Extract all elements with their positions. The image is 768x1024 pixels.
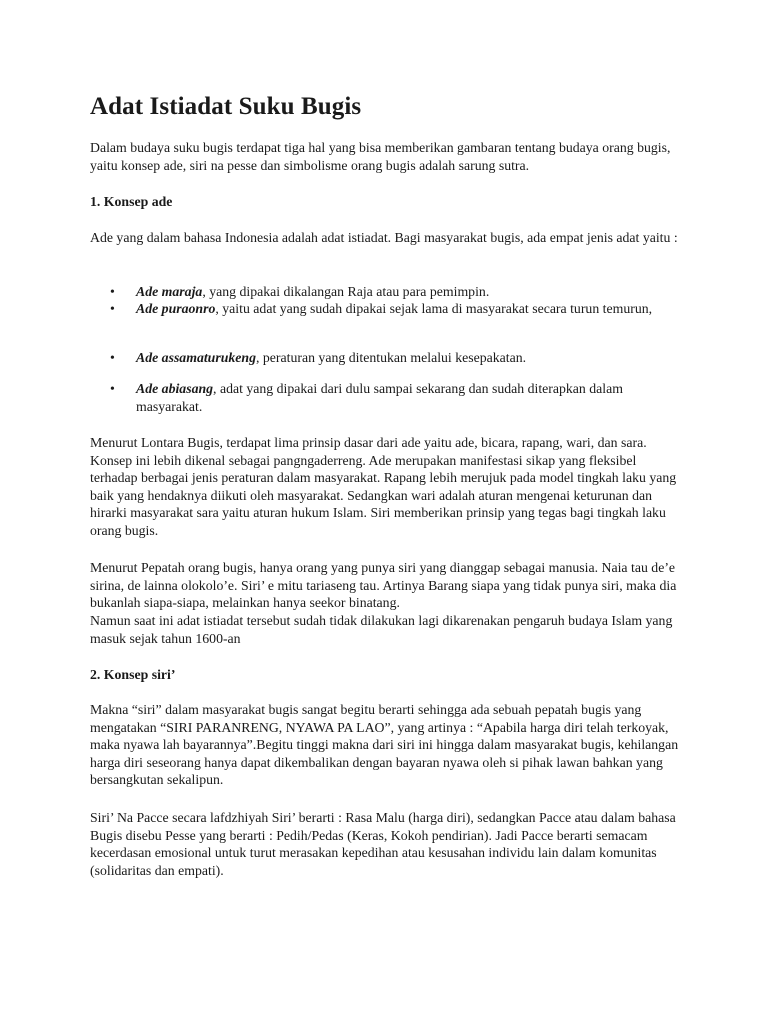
bullet-item-ade-maraja <box>110 283 670 301</box>
bullet-description: , yang dipakai dikalangan Raja atau para pemimpin. <box>202 284 490 299</box>
bullet-text <box>136 349 670 367</box>
bullet-dot-icon: • <box>110 301 115 316</box>
intro-paragraph: Dalam budaya suku bugis terdapat tiga hal yang bisa memberikan gambaran tentang budaya orang bugis, yaitu konsep ade, siri na pesse dan simbolisme orang bugis adalah sarung sutra. <box>90 140 671 173</box>
bullet-item-ade-assamaturukeng <box>110 349 670 367</box>
section-1-paragraph-4: Namun saat ini adat istiadat tersebut sudah tidak dilakukan lagi dikarenakan pengaruh budaya Islam yang masuk sejak tahun 1600-an <box>90 613 673 646</box>
bullet-term: Ade maraja <box>136 284 203 299</box>
bullet-item-ade-puraonro <box>110 300 670 318</box>
bullet-dot-icon: • <box>110 284 115 299</box>
bullet-term: Ade puraonro <box>136 301 216 316</box>
bullet-item-ade-abiasang <box>110 380 670 415</box>
bullet-description: , adat yang dipakai dari dulu sampai sekarang dan sudah diterapkan dalam masyarakat. <box>136 381 623 414</box>
bullet-term: Ade abiasang <box>136 381 214 396</box>
bullet-description: , yaitu adat yang sudah dipakai sejak lama di masyarakat secara turun temurun, <box>215 301 653 316</box>
bullet-dot-icon: • <box>110 381 115 396</box>
bullet-dot-icon: • <box>110 350 115 365</box>
section-1-paragraph-2: Menurut Lontara Bugis, terdapat lima prinsip dasar dari ade yaitu ade, bicara, rapang, wari, dan sara. Konsep ini lebih dikenal sebagai pangngaderreng. Ade merupakan manifestasi sikap yang fleksibel terhadap berbagai jenis peraturan dalam masyarakat. Rapang lebih merujuk pada model tingkah laku yang baik yang hendaknya diikuti oleh masyarakat. Sedangkan wari adalah aturan mengenai keturunan dan hirarki masyarakat sara yaitu aturan hukum Islam. Siri memberikan prinsip yang tegas bagi tingkah laku orang bugis. <box>90 435 677 538</box>
bullet-description: , peraturan yang ditentukan melalui kesepakatan. <box>255 350 527 365</box>
bullet-text <box>136 300 670 318</box>
section-1-paragraph-3: Menurut Pepatah orang bugis, hanya orang yang punya siri yang dianggap sebagai manusia. Naia tau de’e sirina, de lainna olokolo’e. Siri’ e mitu tariaseng tau. Artinya Barang siapa yang tidak punya siri, maka dia bukanlah siapa-siapa, melainkan hanya seekor binatang. <box>90 560 677 610</box>
section-2-paragraph-2: Siri’ Na Pacce secara lafdzhiyah Siri’ berarti : Rasa Malu (harga diri), sedangkan Pacce atau dalam bahasa Bugis disebu Pesse yang berarti : Pedih/Pedas (Keras, Kokoh pendirian). Jadi Pacce berarti semacam kecerdasan emosional untuk turut merasakan kepedihan atau kesusahan individu lain dalam komunitas (solidaritas dan empati). <box>90 810 676 878</box>
section-1-paragraph-1: Ade yang dalam bahasa Indonesia adalah adat istiadat. Bagi masyarakat bugis, ada empat jenis adat yaitu : <box>90 230 678 245</box>
page-title: Adat Istiadat Suku Bugis <box>90 93 362 120</box>
bullet-text <box>136 380 670 415</box>
section-2-heading: 2. Konsep siri’ <box>90 667 176 682</box>
section-1-heading: 1. Konsep ade <box>90 194 173 209</box>
bullet-text <box>136 283 670 301</box>
section-2-paragraph-1: Makna “siri” dalam masyarakat bugis sangat begitu berarti sehingga ada sebuah pepatah bugis yang mengatakan “SIRI PARANRENG, NYAWA PA LAO”, yang artinya : “Apabila harga diri telah terkoyak, maka nyawa lah bayarannya”.Begitu tinggi makna dari siri ini hingga dalam masyarakat bugis, kehilangan harga diri seseorang hanya dapat dikembalikan dengan bayaran nyawa oleh si pihak lawan bahkan yang bersangkutan sekalipun. <box>90 702 679 787</box>
bullet-term: Ade assamaturukeng <box>136 350 256 365</box>
